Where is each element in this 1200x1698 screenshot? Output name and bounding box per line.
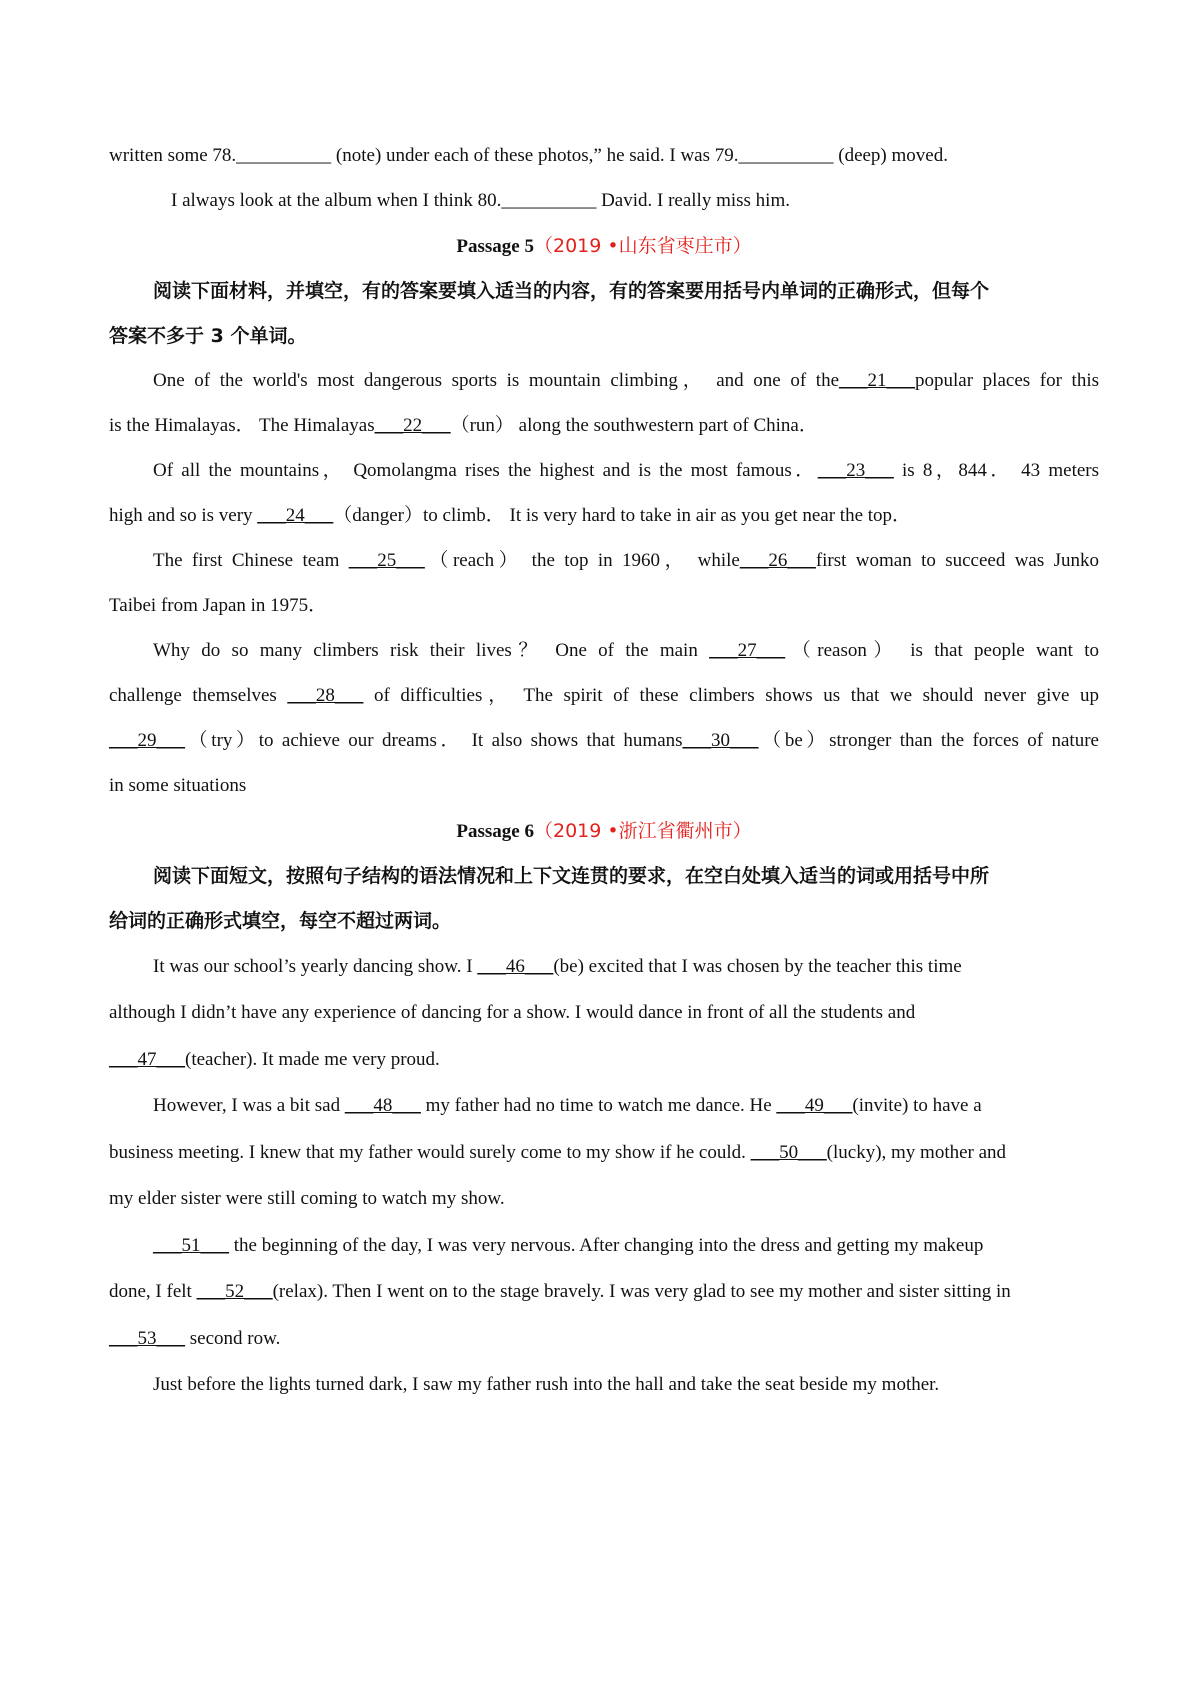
passage6-heading	[109, 819, 1099, 844]
passage5-instruction: 阅读下面材料，并填空，有的答案要填入适当的内容，有的答案要用括号内单词的正确形式，但每个	[153, 280, 990, 302]
blank-47: ___47___	[109, 1049, 185, 1070]
blank-25: ___25___	[348, 550, 425, 571]
passage6-line: done, I felt ___52___(relax). Then I went on to the stage bravely. I was very glad to see my mother and sister sitting in	[109, 1281, 1011, 1302]
passage5-title: Passage 5	[456, 236, 534, 257]
passage5-instruction: 答案不多于 3 个单词。	[109, 325, 307, 347]
blank-30: ___30___	[682, 730, 759, 751]
passage6-line: ___47___(teacher). It made me very proud.	[109, 1049, 440, 1070]
blank-51: ___51___	[153, 1235, 229, 1256]
passage5-line: challenge themselves ___28___ of difficulties， The spirit of these climbers shows us that we should never give up	[109, 685, 1099, 706]
passage5-line: high and so is very ___24___（danger）to climb． It is very hard to take in air as you get near the top．	[109, 505, 912, 526]
blank-29: ___29___	[109, 730, 185, 751]
passage6-line: However, I was a bit sad ___48___ my father had no time to watch me dance. He ___49___(invite) to have a	[153, 1095, 982, 1116]
passage6-line: business meeting. I knew that my father would surely come to my show if he could. ___50___(lucky), my mother and	[109, 1142, 1007, 1163]
blank-46: ___46___	[477, 956, 554, 977]
passage5-line: Of all the mountains， Qomolangma rises the highest and is the most famous．___23___ is 8，844． 43 meters	[153, 460, 1100, 481]
blank-27: ___27___	[709, 640, 786, 661]
passage6-line: ___51___ the beginning of the day, I was very nervous. After changing into the dress and getting my makeup	[153, 1235, 984, 1256]
blank-49: ___49___	[776, 1095, 853, 1116]
passage5-line: Why do so many climbers risk their lives？ One of the main ___27___（reason） is that people want to	[153, 640, 1100, 661]
passage5-line: Taibei from Japan in 1975．	[109, 595, 328, 616]
blank-24: ___24___	[257, 505, 334, 526]
passage5-source: （2019 •山东省枣庄市）	[533, 235, 752, 257]
blank-26: ___26___	[739, 550, 816, 571]
passage5-line: in some situations	[109, 775, 247, 796]
passage6-instruction: 给词的正确形式填空，每空不超过两词。	[109, 910, 452, 932]
passage6-line: my elder sister were still coming to watch my show.	[109, 1188, 505, 1209]
passage6-line: although I didn’t have any experience of dancing for a show. I would dance in front of all the students and	[109, 1002, 916, 1023]
blank-22: ___22___	[374, 415, 451, 436]
passage6-line: ___53___ second row.	[109, 1328, 281, 1349]
passage5-line: One of the world's most dangerous sports is mountain climbing， and one of the___21___popular places for this	[153, 370, 1100, 391]
blank-28: ___28___	[287, 685, 364, 706]
passage6-title: Passage 6	[456, 821, 534, 842]
passage6-line: It was our school’s yearly dancing show. I ___46___(be) excited that I was chosen by the teacher this time	[153, 956, 962, 977]
blank-50: ___50___	[750, 1142, 827, 1163]
passage4-line: written some 78.__________ (note) under each of these photos,” he said. I was 79.__________ (deep) moved.	[109, 145, 948, 166]
blank-48: ___48___	[344, 1095, 421, 1116]
passage6-line: Just before the lights turned dark, I saw my father rush into the hall and take the seat beside my mother.	[153, 1374, 940, 1395]
blank-53: ___53___	[109, 1328, 185, 1349]
passage6-source: （2019 •浙江省衢州市）	[533, 820, 752, 842]
passage5-line: is the Himalayas． The Himalayas___22___（run） along the southwestern part of China．	[109, 415, 818, 436]
passage5-line: The first Chinese team ___25___（reach） the top in 1960， while___26___first woman to succeed was Junko	[153, 550, 1100, 571]
passage5-line: ___29___（try）to achieve our dreams． It also shows that humans___30___（be）stronger than the forces of nature	[109, 730, 1099, 751]
passage5-heading	[109, 234, 1099, 259]
blank-52: ___52___	[196, 1281, 273, 1302]
passage6-instruction: 阅读下面短文，按照句子结构的语法情况和上下文连贯的要求，在空白处填入适当的词或用括号中所	[153, 865, 990, 887]
blank-21: ___21___	[839, 370, 916, 391]
blank-23: ___23___	[817, 460, 894, 481]
passage4-line: I always look at the album when I think 80.__________ David. I really miss him.	[171, 190, 790, 211]
